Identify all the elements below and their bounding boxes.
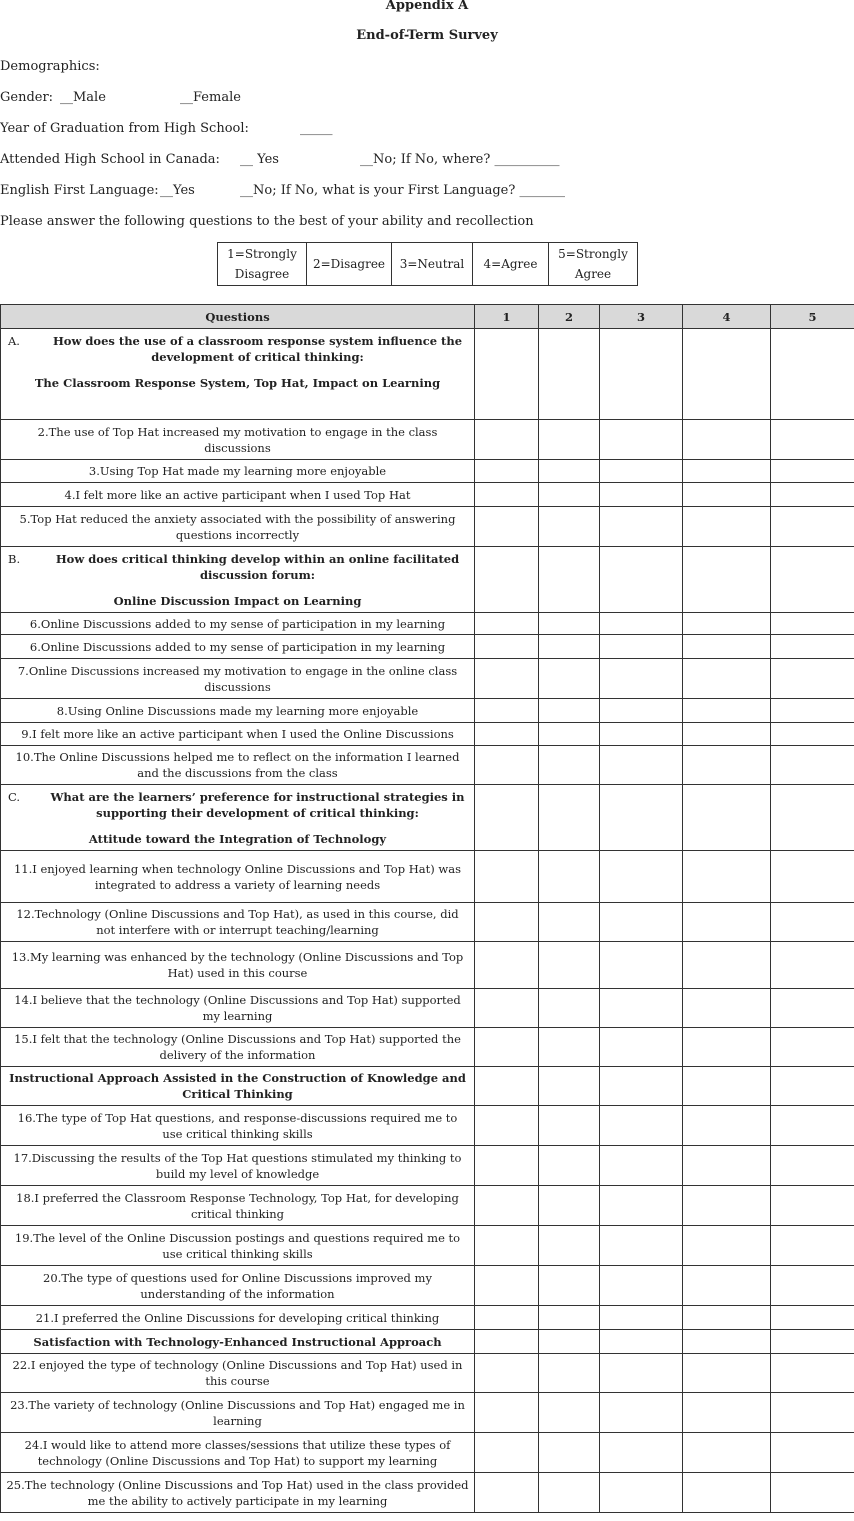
table-row xyxy=(1,989,854,1028)
table-row xyxy=(1,1226,854,1266)
rating-cell-4[interactable] xyxy=(683,420,771,460)
table-row xyxy=(1,1186,854,1226)
rating-cell-2[interactable] xyxy=(539,460,600,483)
header-rating-4: 4 xyxy=(683,305,771,329)
section-row xyxy=(1,547,854,613)
section-cell xyxy=(1,547,475,613)
rating-cell-1[interactable] xyxy=(475,420,539,460)
rating-cell-2[interactable] xyxy=(539,989,600,1028)
rating-cell-4[interactable] xyxy=(683,1067,771,1106)
english-no-option[interactable]: __No; If No, what is your First Language? _______ xyxy=(240,183,565,198)
table-row xyxy=(1,1306,854,1330)
table-row xyxy=(1,723,854,746)
rating-cell-1[interactable] xyxy=(475,903,539,942)
scale-item: 1=Strongly Disagree xyxy=(218,243,307,286)
section-row xyxy=(1,785,854,851)
rating-cell-1[interactable] xyxy=(475,723,539,746)
scale-item: 4=Agree xyxy=(473,243,549,286)
rating-cell-5[interactable] xyxy=(771,1330,854,1354)
rating-cell-3[interactable] xyxy=(600,659,683,699)
rating-cell-3[interactable] xyxy=(600,1028,683,1067)
rating-cell-5[interactable] xyxy=(771,1067,854,1106)
table-row xyxy=(1,420,854,460)
scale-item: 5=Strongly Agree xyxy=(549,243,638,286)
graduation-year-field[interactable]: _____ xyxy=(300,121,333,136)
survey-table xyxy=(0,304,854,1513)
rating-cell-3[interactable] xyxy=(600,483,683,507)
rating-cell-4[interactable] xyxy=(683,1354,771,1393)
question-text: 10.The Online Discussions helped me to reflect on the information I learned and the discussions from the class xyxy=(1,746,475,785)
rating-cell-1[interactable] xyxy=(475,547,539,613)
rating-cell-5[interactable] xyxy=(771,659,854,699)
rating-cell-4[interactable] xyxy=(683,613,771,635)
english-label: English First Language: xyxy=(0,183,159,198)
rating-cell-3[interactable] xyxy=(600,903,683,942)
header-rating-5: 5 xyxy=(771,305,854,329)
rating-cell-1[interactable] xyxy=(475,1354,539,1393)
rating-cell-5[interactable] xyxy=(771,1393,854,1433)
rating-cell-2[interactable] xyxy=(539,1433,600,1473)
rating-cell-5[interactable] xyxy=(771,1226,854,1266)
question-text: 23.The variety of technology (Online Discussions and Top Hat) engaged me in learning xyxy=(1,1393,475,1433)
scale-item: 3=Neutral xyxy=(392,243,473,286)
rating-cell-5[interactable] xyxy=(771,483,854,507)
table-row xyxy=(1,1433,854,1473)
subsection-title: Instructional Approach Assisted in the Construction of Knowledge and Critical Thinking xyxy=(1,1067,475,1106)
rating-cell-1[interactable] xyxy=(475,746,539,785)
rating-cell-2[interactable] xyxy=(539,723,600,746)
rating-cell-2[interactable] xyxy=(539,1028,600,1067)
rating-cell-4[interactable] xyxy=(683,1330,771,1354)
rating-cell-2[interactable] xyxy=(539,1354,600,1393)
rating-cell-2[interactable] xyxy=(539,507,600,547)
rating-cell-4[interactable] xyxy=(683,507,771,547)
section-question: How does the use of a classroom response system influence the development of critical thinking: xyxy=(52,334,463,364)
rating-cell-1[interactable] xyxy=(475,1306,539,1330)
section-cell xyxy=(1,785,475,851)
rating-cell-2[interactable] xyxy=(539,1106,600,1146)
table-row xyxy=(1,699,854,723)
rating-cell-5[interactable] xyxy=(771,635,854,659)
table-row xyxy=(1,1354,854,1393)
rating-cell-1[interactable] xyxy=(475,613,539,635)
gender-label: Gender: xyxy=(0,90,54,105)
rating-cell-5[interactable] xyxy=(771,851,854,903)
rating-cell-1[interactable] xyxy=(475,1330,539,1354)
section-letter: C. xyxy=(8,790,21,804)
question-text: 17.Discussing the results of the Top Hat questions stimulated my thinking to build my level of knowledge xyxy=(1,1146,475,1186)
question-text: 3.Using Top Hat made my learning more enjoyable xyxy=(1,460,475,483)
canada-label: Attended High School in Canada: xyxy=(0,152,220,167)
rating-cell-3[interactable] xyxy=(600,635,683,659)
table-row xyxy=(1,1266,854,1306)
rating-cell-3[interactable] xyxy=(600,1354,683,1393)
header-rating-2: 2 xyxy=(539,305,600,329)
section-question: What are the learners’ preference for instructional strategies in supporting their development of critical thinking: xyxy=(50,790,465,820)
table-row xyxy=(1,1473,854,1513)
scale-item: 2=Disagree xyxy=(307,243,392,286)
rating-cell-1[interactable] xyxy=(475,1433,539,1473)
rating-cell-2[interactable] xyxy=(539,851,600,903)
instructions-text: Please answer the following questions to the best of your ability and recollection xyxy=(0,214,534,229)
rating-cell-4[interactable] xyxy=(683,903,771,942)
question-text: 6.Online Discussions added to my sense of participation in my learning xyxy=(1,613,475,635)
table-header-row xyxy=(1,305,854,329)
rating-cell-1[interactable] xyxy=(475,699,539,723)
rating-cell-2[interactable] xyxy=(539,1473,600,1513)
section-row xyxy=(1,329,854,420)
question-text: 4.I felt more like an active participant when I used Top Hat xyxy=(1,483,475,507)
rating-cell-2[interactable] xyxy=(539,903,600,942)
rating-cell-3[interactable] xyxy=(600,1186,683,1226)
rating-cell-2[interactable] xyxy=(539,746,600,785)
table-row xyxy=(1,507,854,547)
rating-cell-4[interactable] xyxy=(683,1266,771,1306)
rating-cell-3[interactable] xyxy=(600,1433,683,1473)
gender-female-option[interactable]: __Female xyxy=(180,90,241,105)
table-row xyxy=(1,851,854,903)
rating-cell-3[interactable] xyxy=(600,329,683,420)
rating-cell-4[interactable] xyxy=(683,1186,771,1226)
rating-cell-5[interactable] xyxy=(771,1028,854,1067)
rating-cell-2[interactable] xyxy=(539,1186,600,1226)
rating-cell-2[interactable] xyxy=(539,635,600,659)
rating-cell-3[interactable] xyxy=(600,1266,683,1306)
question-text: 9.I felt more like an active participant when I used the Online Discussions xyxy=(1,723,475,746)
rating-cell-1[interactable] xyxy=(475,785,539,851)
rating-cell-3[interactable] xyxy=(600,613,683,635)
subsection-row xyxy=(1,1067,854,1106)
rating-cell-2[interactable] xyxy=(539,329,600,420)
rating-cell-2[interactable] xyxy=(539,699,600,723)
rating-cell-5[interactable] xyxy=(771,1106,854,1146)
question-text: 21.I preferred the Online Discussions for developing critical thinking xyxy=(1,1306,475,1330)
rating-cell-5[interactable] xyxy=(771,460,854,483)
table-row xyxy=(1,659,854,699)
rating-cell-1[interactable] xyxy=(475,659,539,699)
survey-title: End-of-Term Survey xyxy=(356,28,498,43)
section-cell xyxy=(1,329,475,420)
section-subtitle: Online Discussion Impact on Learning xyxy=(113,594,362,608)
section-question: How does critical thinking develop within an online facilitated discussion forum: xyxy=(55,552,460,582)
section-letter: B. xyxy=(8,552,21,566)
table-row xyxy=(1,460,854,483)
rating-cell-1[interactable] xyxy=(475,989,539,1028)
table-row xyxy=(1,1028,854,1067)
rating-cell-2[interactable] xyxy=(539,1393,600,1433)
rating-cell-5[interactable] xyxy=(771,723,854,746)
rating-cell-5[interactable] xyxy=(771,942,854,989)
section-subtitle: The Classroom Response System, Top Hat, Impact on Learning xyxy=(34,376,441,390)
table-row xyxy=(1,613,854,635)
rating-cell-4[interactable] xyxy=(683,1433,771,1473)
question-text: 6.Online Discussions added to my sense of participation in my learning xyxy=(1,635,475,659)
rating-cell-2[interactable] xyxy=(539,420,600,460)
rating-cell-5[interactable] xyxy=(771,420,854,460)
rating-cell-3[interactable] xyxy=(600,507,683,547)
rating-cell-5[interactable] xyxy=(771,1354,854,1393)
rating-cell-1[interactable] xyxy=(475,1473,539,1513)
rating-cell-4[interactable] xyxy=(683,547,771,613)
rating-cell-3[interactable] xyxy=(600,1306,683,1330)
rating-cell-1[interactable] xyxy=(475,851,539,903)
rating-cell-5[interactable] xyxy=(771,1146,854,1186)
rating-cell-1[interactable] xyxy=(475,1067,539,1106)
table-row xyxy=(1,635,854,659)
rating-cell-4[interactable] xyxy=(683,942,771,989)
question-text: 13.My learning was enhanced by the technology (Online Discussions and Top Hat) used in this course xyxy=(1,942,475,989)
table-row xyxy=(1,903,854,942)
demographics-label: Demographics: xyxy=(0,59,100,74)
question-text: 15.I felt that the technology (Online Discussions and Top Hat) supported the delivery of the information xyxy=(1,1028,475,1067)
rating-cell-5[interactable] xyxy=(771,613,854,635)
rating-cell-4[interactable] xyxy=(683,329,771,420)
rating-cell-1[interactable] xyxy=(475,1266,539,1306)
section-letter: A. xyxy=(8,334,20,348)
rating-cell-2[interactable] xyxy=(539,1266,600,1306)
header-questions: Questions xyxy=(1,305,475,329)
subsection-row xyxy=(1,1330,854,1354)
rating-cell-1[interactable] xyxy=(475,1186,539,1226)
rating-cell-4[interactable] xyxy=(683,785,771,851)
rating-cell-3[interactable] xyxy=(600,1393,683,1433)
rating-cell-3[interactable] xyxy=(600,785,683,851)
rating-cell-5[interactable] xyxy=(771,1473,854,1513)
rating-cell-2[interactable] xyxy=(539,1067,600,1106)
rating-cell-1[interactable] xyxy=(475,1146,539,1186)
rating-cell-3[interactable] xyxy=(600,851,683,903)
rating-cell-2[interactable] xyxy=(539,659,600,699)
rating-cell-5[interactable] xyxy=(771,1433,854,1473)
rating-cell-2[interactable] xyxy=(539,1306,600,1330)
rating-cell-5[interactable] xyxy=(771,903,854,942)
rating-cell-1[interactable] xyxy=(475,1226,539,1266)
rating-cell-4[interactable] xyxy=(683,460,771,483)
question-text: 2.The use of Top Hat increased my motivation to engage in the class discussions xyxy=(1,420,475,460)
rating-cell-1[interactable] xyxy=(475,1106,539,1146)
rating-cell-5[interactable] xyxy=(771,1266,854,1306)
rating-cell-3[interactable] xyxy=(600,420,683,460)
question-text: 25.The technology (Online Discussions and Top Hat) used in the class provided me the ability to actively participate in my learning xyxy=(1,1473,475,1513)
rating-cell-1[interactable] xyxy=(475,1028,539,1067)
rating-cell-4[interactable] xyxy=(683,1393,771,1433)
rating-cell-5[interactable] xyxy=(771,507,854,547)
table-row xyxy=(1,942,854,989)
section-subtitle: Attitude toward the Integration of Technology xyxy=(88,832,387,846)
rating-cell-4[interactable] xyxy=(683,483,771,507)
question-text: 8.Using Online Discussions made my learning more enjoyable xyxy=(1,699,475,723)
rating-cell-2[interactable] xyxy=(539,613,600,635)
question-text: 12.Technology (Online Discussions and Top Hat), as used in this course, did not interfere with or interrupt teaching/learning xyxy=(1,903,475,942)
rating-cell-3[interactable] xyxy=(600,1473,683,1513)
rating-cell-4[interactable] xyxy=(683,635,771,659)
rating-cell-3[interactable] xyxy=(600,989,683,1028)
table-row xyxy=(1,746,854,785)
question-text: 24.I would like to attend more classes/sessions that utilize these types of technology (Online Discussions and Top Hat) to support my learning xyxy=(1,1433,475,1473)
question-text: 14.I believe that the technology (Online Discussions and Top Hat) supported my learning xyxy=(1,989,475,1028)
rating-cell-1[interactable] xyxy=(475,329,539,420)
rating-cell-3[interactable] xyxy=(600,942,683,989)
rating-cell-3[interactable] xyxy=(600,1146,683,1186)
gender-male-option[interactable]: __Male xyxy=(60,90,106,105)
rating-cell-1[interactable] xyxy=(475,1393,539,1433)
rating-cell-4[interactable] xyxy=(683,723,771,746)
rating-cell-5[interactable] xyxy=(771,699,854,723)
table-row xyxy=(1,1393,854,1433)
rating-cell-1[interactable] xyxy=(475,507,539,547)
rating-cell-4[interactable] xyxy=(683,699,771,723)
question-text: 11.I enjoyed learning when technology Online Discussions and Top Hat) was integrated to address a variety of learning needs xyxy=(1,851,475,903)
table-row xyxy=(1,1106,854,1146)
header-rating-3: 3 xyxy=(600,305,683,329)
table-row xyxy=(1,483,854,507)
rating-cell-1[interactable] xyxy=(475,460,539,483)
rating-cell-4[interactable] xyxy=(683,1146,771,1186)
rating-cell-3[interactable] xyxy=(600,1067,683,1106)
english-yes-option[interactable]: __Yes xyxy=(160,183,195,198)
subsection-title: Satisfaction with Technology-Enhanced Instructional Approach xyxy=(1,1330,475,1354)
rating-cell-2[interactable] xyxy=(539,1330,600,1354)
canada-no-option[interactable]: __No; If No, where? __________ xyxy=(360,152,560,167)
rating-cell-5[interactable] xyxy=(771,989,854,1028)
rating-cell-4[interactable] xyxy=(683,1306,771,1330)
rating-cell-3[interactable] xyxy=(600,460,683,483)
rating-cell-5[interactable] xyxy=(771,547,854,613)
rating-cell-5[interactable] xyxy=(771,746,854,785)
rating-cell-3[interactable] xyxy=(600,1330,683,1354)
question-text: 22.I enjoyed the type of technology (Online Discussions and Top Hat) used in this course xyxy=(1,1354,475,1393)
rating-cell-4[interactable] xyxy=(683,1106,771,1146)
rating-scale-legend xyxy=(217,242,638,286)
appendix-label: Appendix A xyxy=(385,0,469,13)
rating-cell-3[interactable] xyxy=(600,699,683,723)
rating-cell-4[interactable] xyxy=(683,1028,771,1067)
question-text: 18.I preferred the Classroom Response Technology, Top Hat, for developing critical thinking xyxy=(1,1186,475,1226)
header-rating-1: 1 xyxy=(475,305,539,329)
rating-cell-1[interactable] xyxy=(475,483,539,507)
rating-cell-3[interactable] xyxy=(600,746,683,785)
rating-cell-5[interactable] xyxy=(771,785,854,851)
rating-cell-2[interactable] xyxy=(539,547,600,613)
rating-cell-1[interactable] xyxy=(475,942,539,989)
rating-cell-2[interactable] xyxy=(539,785,600,851)
rating-cell-5[interactable] xyxy=(771,329,854,420)
question-text: 19.The level of the Online Discussion postings and questions required me to use critical thinking skills xyxy=(1,1226,475,1266)
rating-cell-4[interactable] xyxy=(683,746,771,785)
question-text: 20.The type of questions used for Online Discussions improved my understanding of the information xyxy=(1,1266,475,1306)
rating-cell-4[interactable] xyxy=(683,659,771,699)
question-text: 5.Top Hat reduced the anxiety associated with the possibility of answering questions incorrectly xyxy=(1,507,475,547)
rating-cell-3[interactable] xyxy=(600,547,683,613)
canada-yes-option[interactable]: __ Yes xyxy=(240,152,279,167)
rating-cell-2[interactable] xyxy=(539,1146,600,1186)
rating-cell-3[interactable] xyxy=(600,1106,683,1146)
rating-cell-5[interactable] xyxy=(771,1186,854,1226)
question-text: 16.The type of Top Hat questions, and response-discussions required me to use critical thinking skills xyxy=(1,1106,475,1146)
table-row xyxy=(1,1146,854,1186)
rating-cell-4[interactable] xyxy=(683,989,771,1028)
rating-cell-1[interactable] xyxy=(475,635,539,659)
rating-cell-4[interactable] xyxy=(683,1473,771,1513)
rating-cell-3[interactable] xyxy=(600,723,683,746)
rating-cell-2[interactable] xyxy=(539,942,600,989)
rating-cell-5[interactable] xyxy=(771,1306,854,1330)
question-text: 7.Online Discussions increased my motivation to engage in the online class discussions xyxy=(1,659,475,699)
rating-cell-2[interactable] xyxy=(539,483,600,507)
rating-cell-2[interactable] xyxy=(539,1226,600,1266)
rating-cell-3[interactable] xyxy=(600,1226,683,1266)
rating-cell-4[interactable] xyxy=(683,1226,771,1266)
graduation-year-label: Year of Graduation from High School: xyxy=(0,121,249,136)
rating-cell-4[interactable] xyxy=(683,851,771,903)
